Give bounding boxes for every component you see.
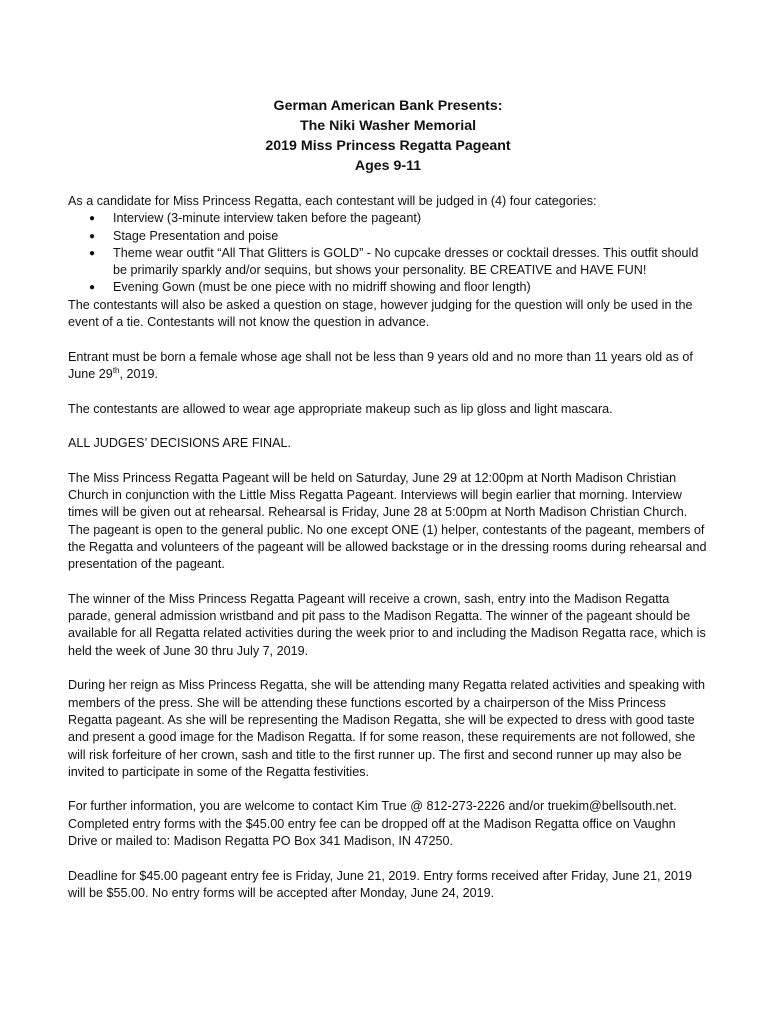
reign-paragraph: During her reign as Miss Princess Regatta, she will be attending many Regatta related activities and speaking with members of the press. She will be attending these functions escorted by a chairperson of the Miss Princess Regatta pageant. As she will be representing the Madison Regatta, she will be expected to dress with good taste and present a good image for the Madison Regatta. If for some reason, these requirements are not followed, she will risk forfeiture of her crown, sash and title to the first runner up. The first and second runner up may also be invited to participate in some of the Regatta festivities. xyxy=(68,678,706,779)
eligibility-paragraph xyxy=(68,349,708,384)
list-item xyxy=(68,210,708,227)
contact-paragraph: For further information, you are welcome to contact Kim True @ 812-273-2226 and/or truekim@bellsouth.net. Completed entry forms with the $45.00 entry fee can be dropped off at the Madison Regatta office on Vaughn Drive or mailed to: Madison Regatta PO Box 341 Madison, IN 47250. xyxy=(68,799,677,848)
eligibility-text: Entrant must be born a female whose age shall not be less than 9 years old and no more than 11 years old as of June 29 xyxy=(68,349,693,381)
eligibility-tail: , 2019. xyxy=(119,366,159,381)
category-text: Evening Gown (must be one piece with no midriff showing and floor length) xyxy=(113,280,531,295)
deadline-paragraph: Deadline for $45.00 pageant entry fee is Friday, June 21, 2019. Entry forms received after Friday, June 21, 2019 will be $55.00. No entry forms will be accepted after Monday, June 24, 2019. xyxy=(68,868,692,900)
title-line-sponsor: German American Bank Presents: xyxy=(273,98,503,114)
title-line-ages: Ages 9-11 xyxy=(354,158,422,174)
intro-paragraph: As a candidate for Miss Princess Regatta, each contestant will be judged in (4) four categories: xyxy=(68,194,597,208)
eligibility-superscript: th xyxy=(112,365,120,375)
list-item xyxy=(68,228,708,245)
document-page xyxy=(68,96,708,919)
bullet-icon: ● xyxy=(89,230,96,242)
list-item xyxy=(68,279,708,296)
document-title xyxy=(68,96,708,176)
list-item xyxy=(68,245,708,280)
makeup-paragraph: The contestants are allowed to wear age appropriate makeup such as lip gloss and light mascara. xyxy=(68,401,613,416)
title-line-memorial: The Niki Washer Memorial xyxy=(299,118,477,134)
category-text: Stage Presentation and poise xyxy=(113,228,279,243)
bullet-icon: ● xyxy=(89,282,96,294)
bullet-icon: ● xyxy=(89,247,96,259)
category-text: Interview (3-minute interview taken before the pageant) xyxy=(113,211,422,226)
category-text: Theme wear outfit “All That Glitters is GOLD” - No cupcake dresses or cocktail dresses. This outfit should be primarily sparkly and/or sequins, but shows your personality. BE CREATIVE and HAVE FUN! xyxy=(113,245,699,278)
bullet-icon: ● xyxy=(89,213,96,225)
judging-categories-list xyxy=(68,210,708,296)
event-details-paragraph: The Miss Princess Regatta Pageant will be held on Saturday, June 29 at 12:00pm at North Madison Christian Church in conjunction with the Little Miss Regatta Pageant. Interviews will begin earlier that morning. Interview times will be given out at rehearsal. Rehearsal is Friday, June 28 at 5:00pm at North Madison Christian Church. The pageant is open to the general public. No one except ONE (1) helper, contestants of the pageant, members of the Regatta and volunteers of the pageant will be allowed backstage or in the dressing rooms during rehearsal and presentation of the pageant. xyxy=(68,470,707,572)
prizes-paragraph: The winner of the Miss Princess Regatta Pageant will receive a crown, sash, entry into the Madison Regatta parade, general admission wristband and pit pass to the Madison Regatta. The winner of the pageant should be available for all Regatta related activities during the week prior to and including the Madison Regatta race, which is held the week of June 30 thru July 7, 2019. xyxy=(68,591,706,658)
title-line-pageant: 2019 Miss Princess Regatta Pageant xyxy=(265,138,511,154)
judges-paragraph: ALL JUDGES’ DECISIONS ARE FINAL. xyxy=(68,436,292,451)
tiebreak-paragraph: The contestants will also be asked a question on stage, however judging for the question will only be used in the event of a tie. Contestants will not know the question in advance. xyxy=(68,297,693,330)
